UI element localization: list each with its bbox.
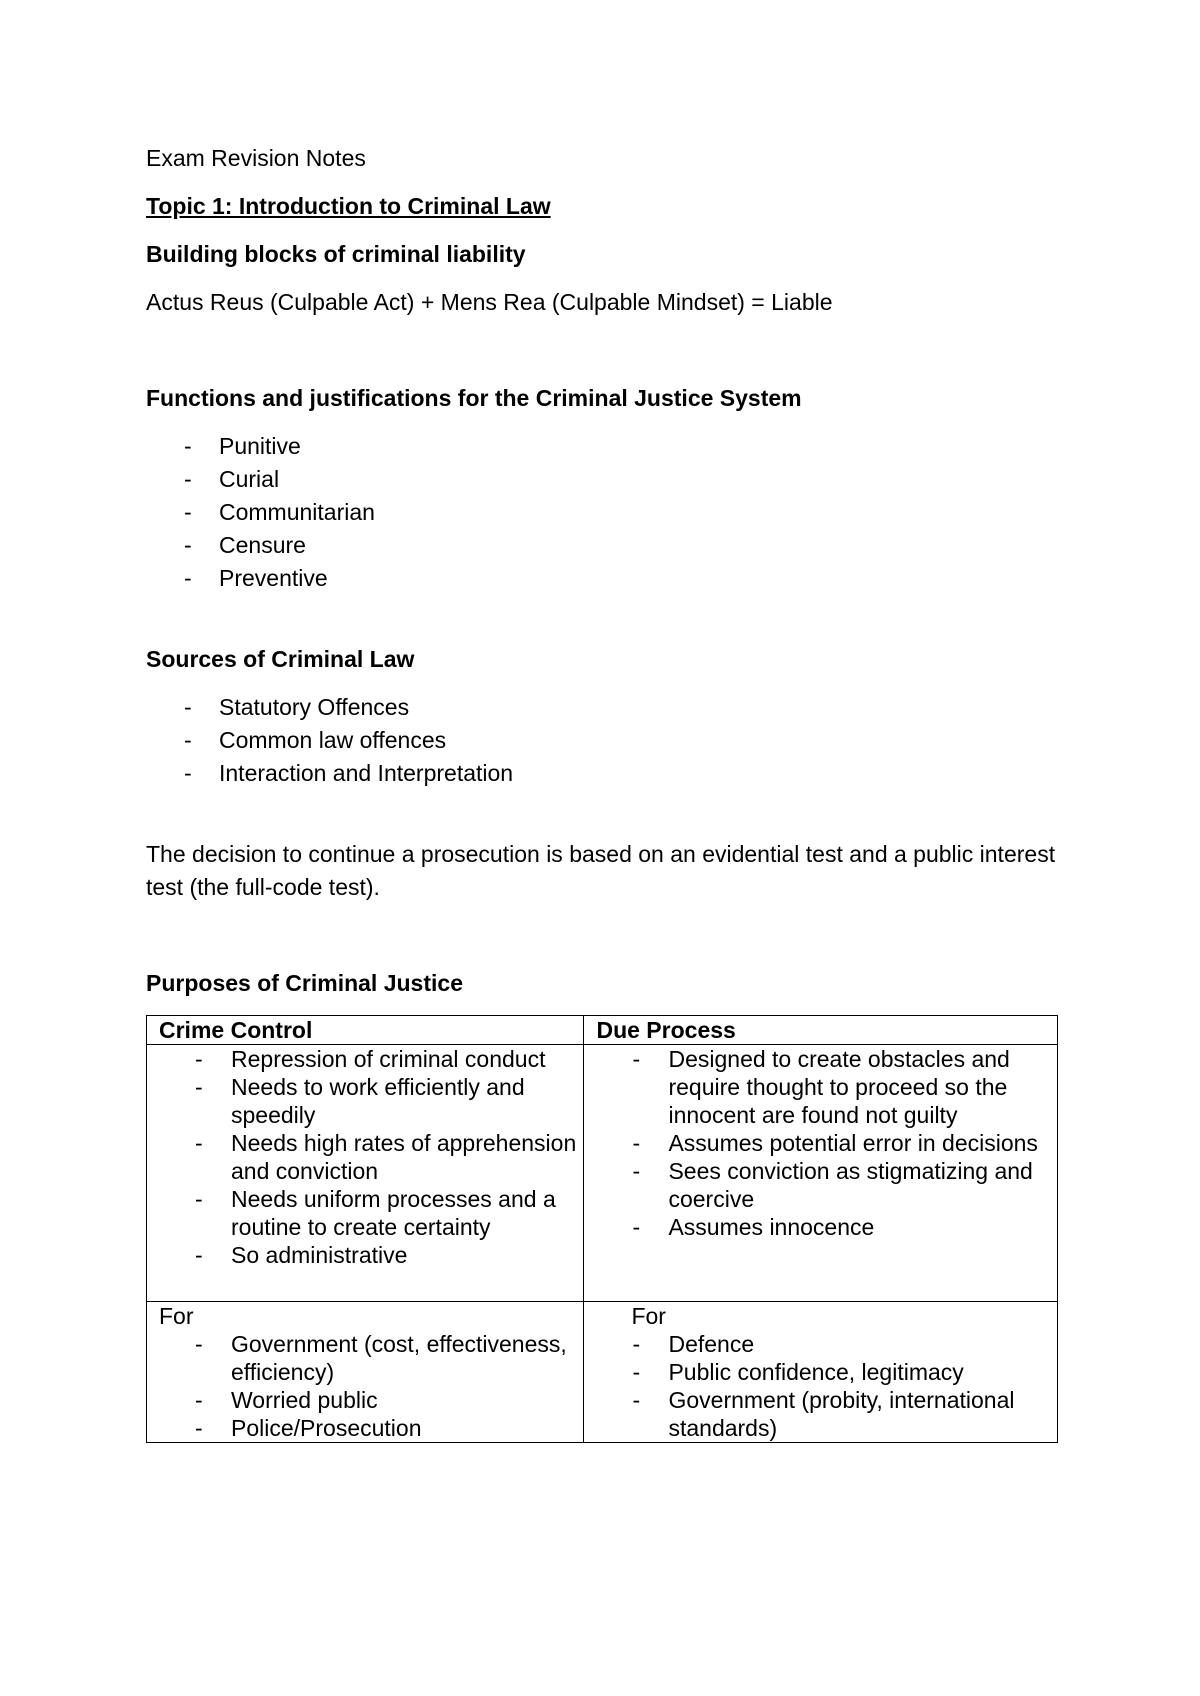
list-item-text: Repression of criminal conduct — [231, 1046, 546, 1072]
list-item-text: Defence — [668, 1331, 755, 1357]
list-item-text: Government (probity, international standards) — [668, 1387, 1015, 1441]
dash-bullet: - — [195, 1387, 203, 1413]
document-title: Exam Revision Notes — [146, 145, 366, 171]
list-item — [147, 1045, 583, 1073]
dash-bullet: - — [184, 565, 192, 591]
sources-heading: Sources of Criminal Law — [146, 646, 415, 672]
list-item — [147, 1073, 583, 1129]
due-process-header: Due Process — [584, 1016, 1058, 1045]
dash-bullet: - — [195, 1415, 203, 1441]
list-item — [147, 1414, 583, 1442]
functions-list — [146, 430, 1066, 595]
crime-control-list — [147, 1045, 583, 1269]
dash-bullet: - — [184, 433, 192, 459]
list-item — [146, 562, 1066, 595]
due-process-list — [584, 1045, 1057, 1241]
due-process-for-list — [584, 1330, 1057, 1442]
dash-bullet: - — [632, 1130, 641, 1156]
list-item — [147, 1386, 583, 1414]
dash-bullet: - — [632, 1046, 641, 1072]
due-process-cell — [584, 1045, 1058, 1302]
list-item — [584, 1129, 1057, 1157]
dash-bullet: - — [184, 466, 192, 492]
list-item-text: So administrative — [231, 1242, 408, 1268]
list-item-text: Common law offences — [219, 727, 447, 753]
list-item — [147, 1241, 583, 1269]
sources-list — [146, 691, 1066, 790]
list-item-text: Government (cost, effectiveness, efficiency) — [231, 1331, 567, 1385]
list-item — [147, 1185, 583, 1241]
dash-bullet: - — [632, 1158, 641, 1184]
dash-bullet: - — [632, 1331, 641, 1357]
dash-bullet: - — [184, 499, 192, 525]
list-item-text: Designed to create obstacles and require thought to proceed so the innocent are found not guilty — [668, 1046, 1010, 1128]
building-blocks-heading: Building blocks of criminal liability — [146, 241, 526, 267]
crime-control-cell — [147, 1045, 584, 1302]
dash-bullet: - — [184, 532, 192, 558]
list-item-text: Worried public — [231, 1387, 378, 1413]
decision-paragraph: The decision to continue a prosecution is based on an evidential test and a public interest test (the full-code test). — [146, 841, 1056, 900]
list-item-text: Assumes innocence — [668, 1214, 875, 1240]
due-process-for-label: For — [631, 1303, 666, 1329]
crime-control-for-list — [147, 1330, 583, 1442]
table-row — [147, 1045, 1058, 1302]
functions-heading: Functions and justifications for the Criminal Justice System — [146, 385, 802, 411]
list-item-text: Communitarian — [219, 499, 375, 525]
list-item-text: Sees conviction as stigmatizing and coercive — [668, 1158, 1033, 1212]
dash-bullet: - — [632, 1214, 641, 1240]
table-header-row — [147, 1016, 1058, 1045]
list-item — [584, 1386, 1057, 1442]
list-item — [146, 496, 1066, 529]
list-item — [147, 1129, 583, 1185]
list-item-text: Needs uniform processes and a routine to create certainty — [231, 1186, 556, 1240]
list-item-text: Censure — [219, 532, 306, 558]
list-item-text: Police/Prosecution — [231, 1415, 422, 1441]
list-item — [146, 430, 1066, 463]
list-item-text: Interaction and Interpretation — [219, 760, 514, 786]
list-item — [584, 1157, 1057, 1213]
list-item-text: Needs to work efficiently and speedily — [231, 1074, 525, 1128]
list-item — [147, 1330, 583, 1386]
list-item — [584, 1358, 1057, 1386]
list-item-text: Punitive — [219, 433, 301, 459]
dash-bullet: - — [184, 694, 192, 720]
dash-bullet: - — [195, 1331, 203, 1357]
document-page — [146, 142, 1066, 1443]
list-item-text: Needs high rates of apprehension and conviction — [231, 1130, 577, 1184]
dash-bullet: - — [195, 1186, 203, 1212]
topic-title: Topic 1: Introduction to Criminal Law — [146, 193, 551, 219]
list-item — [146, 691, 1066, 724]
liability-formula: Actus Reus (Culpable Act) + Mens Rea (Culpable Mindset) = Liable — [146, 289, 833, 315]
table-row — [147, 1302, 1058, 1443]
crime-control-for-label: For — [159, 1303, 194, 1329]
dash-bullet: - — [195, 1130, 203, 1156]
dash-bullet: - — [184, 760, 192, 786]
list-item-text: Assumes potential error in decisions — [668, 1130, 1038, 1156]
list-item — [584, 1330, 1057, 1358]
due-process-for-cell — [584, 1302, 1058, 1443]
list-item-text: Statutory Offences — [219, 694, 410, 720]
list-item — [146, 463, 1066, 496]
list-item-text: Preventive — [219, 565, 328, 591]
list-item-text: Public confidence, legitimacy — [668, 1359, 964, 1385]
dash-bullet: - — [195, 1242, 203, 1268]
list-item-text: Curial — [219, 466, 280, 492]
purposes-heading: Purposes of Criminal Justice — [146, 970, 463, 996]
list-item — [146, 724, 1066, 757]
dash-bullet: - — [632, 1387, 641, 1413]
list-item — [584, 1213, 1057, 1241]
list-item — [146, 529, 1066, 562]
crime-control-header: Crime Control — [147, 1016, 584, 1045]
list-item — [584, 1045, 1057, 1129]
list-item — [146, 757, 1066, 790]
dash-bullet: - — [195, 1046, 203, 1072]
dash-bullet: - — [184, 727, 192, 753]
dash-bullet: - — [632, 1359, 641, 1385]
crime-control-for-cell — [147, 1302, 584, 1443]
purposes-table — [146, 1015, 1058, 1443]
dash-bullet: - — [195, 1074, 203, 1100]
